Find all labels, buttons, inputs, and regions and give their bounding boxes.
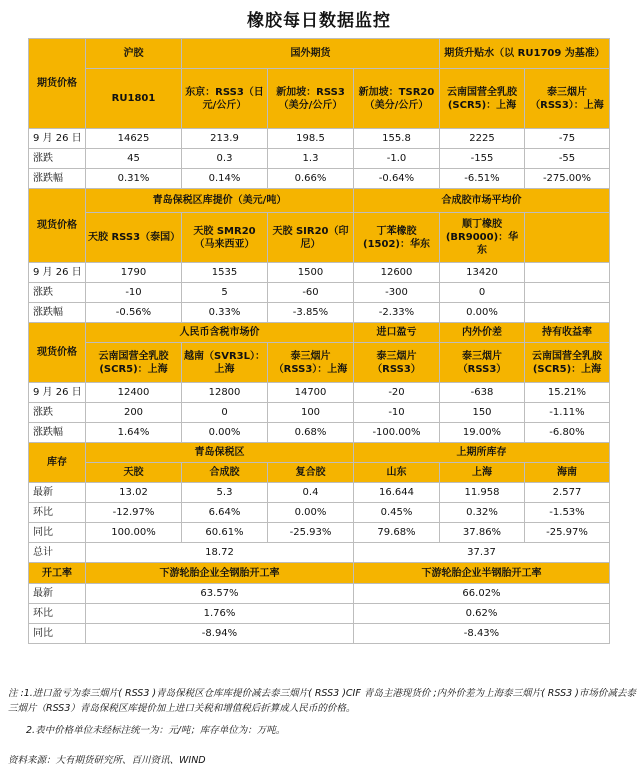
cell: 16.644 — [354, 483, 440, 503]
page-title: 橡胶每日数据监控 — [247, 11, 391, 31]
semi-steel-header: 下游轮胎企业半钢胎开工率 — [354, 563, 610, 584]
col-header: 海南 — [525, 463, 610, 483]
cell: -60 — [268, 283, 354, 303]
cell: -1.11% — [525, 403, 610, 423]
cell: 0.3 — [182, 149, 268, 169]
col-header: 天胶 SIR20（印尼） — [268, 213, 354, 263]
cell: -638 — [440, 383, 525, 403]
table-row — [29, 403, 610, 423]
total-qingdao-cell: 18.72 — [86, 543, 354, 563]
cell: -1.0 — [354, 149, 440, 169]
col-header: 顺丁橡胶(BR9000)：华东 — [440, 213, 525, 263]
spot2-jinkou-header: 进口盈亏 — [354, 323, 440, 343]
cell: 1535 — [182, 263, 268, 283]
cell: 213.9 — [182, 129, 268, 149]
table-row — [29, 523, 610, 543]
cell: -6.80% — [525, 423, 610, 443]
cell: -6.51% — [440, 169, 525, 189]
cell: 200 — [86, 403, 182, 423]
table-row — [29, 129, 610, 149]
row-label: 环比 — [29, 503, 86, 523]
cell: 13420 — [440, 263, 525, 283]
cell — [525, 283, 610, 303]
col-header: 天胶 RSS3（泰国） — [86, 213, 182, 263]
futures-shengtie-header: 期货升贴水（以 RU1709 为基准） — [440, 39, 610, 69]
cell: -2.33% — [354, 303, 440, 323]
cell: 0.68% — [268, 423, 354, 443]
cell: -155 — [440, 149, 525, 169]
table-row — [29, 263, 610, 283]
cell: -300 — [354, 283, 440, 303]
footnotes — [8, 686, 636, 768]
col-header: 山东 — [354, 463, 440, 483]
row-label: 涨跌 — [29, 283, 86, 303]
note-1: 注 :1.进口盈亏为泰三烟片( RSS3 )青岛保税区仓库库提价减去泰三烟片( RSS3 )CIF 青岛主港现货价 ;内外价差为上海泰三烟片( RSS3 )市场价减去泰三烟片（RSS3）青岛保税区库提价加上进口关税和增值税后折算成人民币的价格。 — [8, 688, 636, 714]
col-header: 云南国营全乳胶(SCR5)：上海 — [440, 69, 525, 129]
cell: 2.577 — [525, 483, 610, 503]
cell: -3.85% — [268, 303, 354, 323]
cell: 66.02% — [354, 584, 610, 604]
cell — [525, 303, 610, 323]
row-label: 环比 — [29, 604, 86, 624]
cell: 5 — [182, 283, 268, 303]
cell: -25.97% — [525, 523, 610, 543]
col-header: RU1801 — [86, 69, 182, 129]
cell: 60.61% — [182, 523, 268, 543]
cell: 14700 — [268, 383, 354, 403]
cell: 198.5 — [268, 129, 354, 149]
cell: 0.14% — [182, 169, 268, 189]
operating-section-label: 开工率 — [29, 563, 86, 584]
row-label: 涨跌幅 — [29, 423, 86, 443]
cell: 1.76% — [86, 604, 354, 624]
cell: -275.00% — [525, 169, 610, 189]
cell: 14625 — [86, 129, 182, 149]
col-header: 泰三烟片（RSS3）：上海 — [268, 343, 354, 383]
cell: 0.00% — [440, 303, 525, 323]
table-row — [29, 423, 610, 443]
cell: -75 — [525, 129, 610, 149]
cell: 0.62% — [354, 604, 610, 624]
all-steel-header: 下游轮胎企业全钢胎开工率 — [86, 563, 354, 584]
row-label: 9 月 26 日 — [29, 263, 86, 283]
row-label: 最新 — [29, 483, 86, 503]
cell: 37.86% — [440, 523, 525, 543]
col-header: 丁苯橡胶(1502)：华东 — [354, 213, 440, 263]
col-header: 云南国营全乳胶(SCR5)：上海 — [86, 343, 182, 383]
col-header: 新加坡：TSR20（美分/公斤） — [354, 69, 440, 129]
spot1-qingdao-header: 青岛保税区库提价（美元/吨） — [86, 189, 354, 213]
spot2-chiyou-header: 持有收益率 — [525, 323, 610, 343]
cell: -10 — [354, 403, 440, 423]
cell: 45 — [86, 149, 182, 169]
cell: 15.21% — [525, 383, 610, 403]
spot2-section-label: 现货价格 — [29, 323, 86, 383]
cell: 19.00% — [440, 423, 525, 443]
cell: -0.56% — [86, 303, 182, 323]
col-header: 复合胶 — [268, 463, 354, 483]
cell: -10 — [86, 283, 182, 303]
table-row — [29, 169, 610, 189]
cell: 12400 — [86, 383, 182, 403]
table-row — [29, 624, 610, 644]
table-row — [29, 383, 610, 403]
col-header: 天胶 SMR20（马来西亚） — [182, 213, 268, 263]
row-label: 同比 — [29, 624, 86, 644]
cell: 0.32% — [440, 503, 525, 523]
cell: -0.64% — [354, 169, 440, 189]
cell: 5.3 — [182, 483, 268, 503]
cell: -55 — [525, 149, 610, 169]
col-header: 新加坡：RSS3（美分/公斤） — [268, 69, 354, 129]
cell: -100.00% — [354, 423, 440, 443]
col-header: 越南（SVR3L）：上海 — [182, 343, 268, 383]
futures-guowai-header: 国外期货 — [182, 39, 440, 69]
cell: -12.97% — [86, 503, 182, 523]
col-header — [525, 213, 610, 263]
col-header: 泰三烟片（RSS3） — [440, 343, 525, 383]
row-label: 最新 — [29, 584, 86, 604]
col-header: 云南国营全乳胶(SCR5)：上海 — [525, 343, 610, 383]
cell: -1.53% — [525, 503, 610, 523]
row-label: 涨跌 — [29, 149, 86, 169]
row-label: 涨跌幅 — [29, 169, 86, 189]
col-header: 泰三烟片（RSS3）：上海 — [525, 69, 610, 129]
table-row — [29, 149, 610, 169]
table-row — [29, 483, 610, 503]
table-row — [29, 283, 610, 303]
inventory-qingdao-header: 青岛保税区 — [86, 443, 354, 463]
cell: 63.57% — [86, 584, 354, 604]
row-label: 涨跌 — [29, 403, 86, 423]
row-label: 涨跌幅 — [29, 303, 86, 323]
col-header: 上海 — [440, 463, 525, 483]
table-row — [29, 503, 610, 523]
cell — [525, 263, 610, 283]
col-header: 东京：RSS3（日元/公斤） — [182, 69, 268, 129]
cell: 1.3 — [268, 149, 354, 169]
cell: 0.31% — [86, 169, 182, 189]
cell: 13.02 — [86, 483, 182, 503]
cell: 0.00% — [268, 503, 354, 523]
row-label: 同比 — [29, 523, 86, 543]
spot1-hecheng-header: 合成胶市场平均价 — [354, 189, 610, 213]
cell: 12600 — [354, 263, 440, 283]
table-row — [29, 543, 610, 563]
spot2-neiwai-header: 内外价差 — [440, 323, 525, 343]
total-shqh-cell: 37.37 — [354, 543, 610, 563]
cell: 11.958 — [440, 483, 525, 503]
col-header: 泰三烟片（RSS3） — [354, 343, 440, 383]
spot2-rmb-header: 人民币含税市场价 — [86, 323, 354, 343]
cell: 1790 — [86, 263, 182, 283]
cell: -8.43% — [354, 624, 610, 644]
cell: 1.64% — [86, 423, 182, 443]
cell: -25.93% — [268, 523, 354, 543]
table-row — [29, 303, 610, 323]
inventory-section-label: 库存 — [29, 443, 86, 483]
cell: 0 — [182, 403, 268, 423]
table-row — [29, 584, 610, 604]
cell: 0.00% — [182, 423, 268, 443]
cell: 2225 — [440, 129, 525, 149]
spot1-section-label: 现货价格 — [29, 189, 86, 263]
col-header: 天胶 — [86, 463, 182, 483]
cell: 6.64% — [182, 503, 268, 523]
row-label: 9 月 26 日 — [29, 383, 86, 403]
rubber-monitor-table — [28, 38, 610, 644]
cell: 0.4 — [268, 483, 354, 503]
cell: 100 — [268, 403, 354, 423]
cell: 1500 — [268, 263, 354, 283]
cell: -20 — [354, 383, 440, 403]
row-label: 总计 — [29, 543, 86, 563]
table-row — [29, 604, 610, 624]
cell: 79.68% — [354, 523, 440, 543]
futures-section-label: 期货价格 — [29, 39, 86, 129]
data-source: 资料来源：大有期货研究所、百川资讯、WIND — [8, 755, 206, 766]
cell: 0 — [440, 283, 525, 303]
cell: 0.66% — [268, 169, 354, 189]
inventory-shqh-header: 上期所库存 — [354, 443, 610, 463]
col-header: 合成胶 — [182, 463, 268, 483]
futures-hujiao-header: 沪胶 — [86, 39, 182, 69]
cell: 12800 — [182, 383, 268, 403]
cell: 0.45% — [354, 503, 440, 523]
cell: -8.94% — [86, 624, 354, 644]
row-label: 9 月 26 日 — [29, 129, 86, 149]
cell: 0.33% — [182, 303, 268, 323]
cell: 100.00% — [86, 523, 182, 543]
cell: 150 — [440, 403, 525, 423]
note-2: 2.表中价格单位未经标注统一为：元/吨；库存单位为：万吨。 — [26, 725, 286, 736]
cell: 155.8 — [354, 129, 440, 149]
